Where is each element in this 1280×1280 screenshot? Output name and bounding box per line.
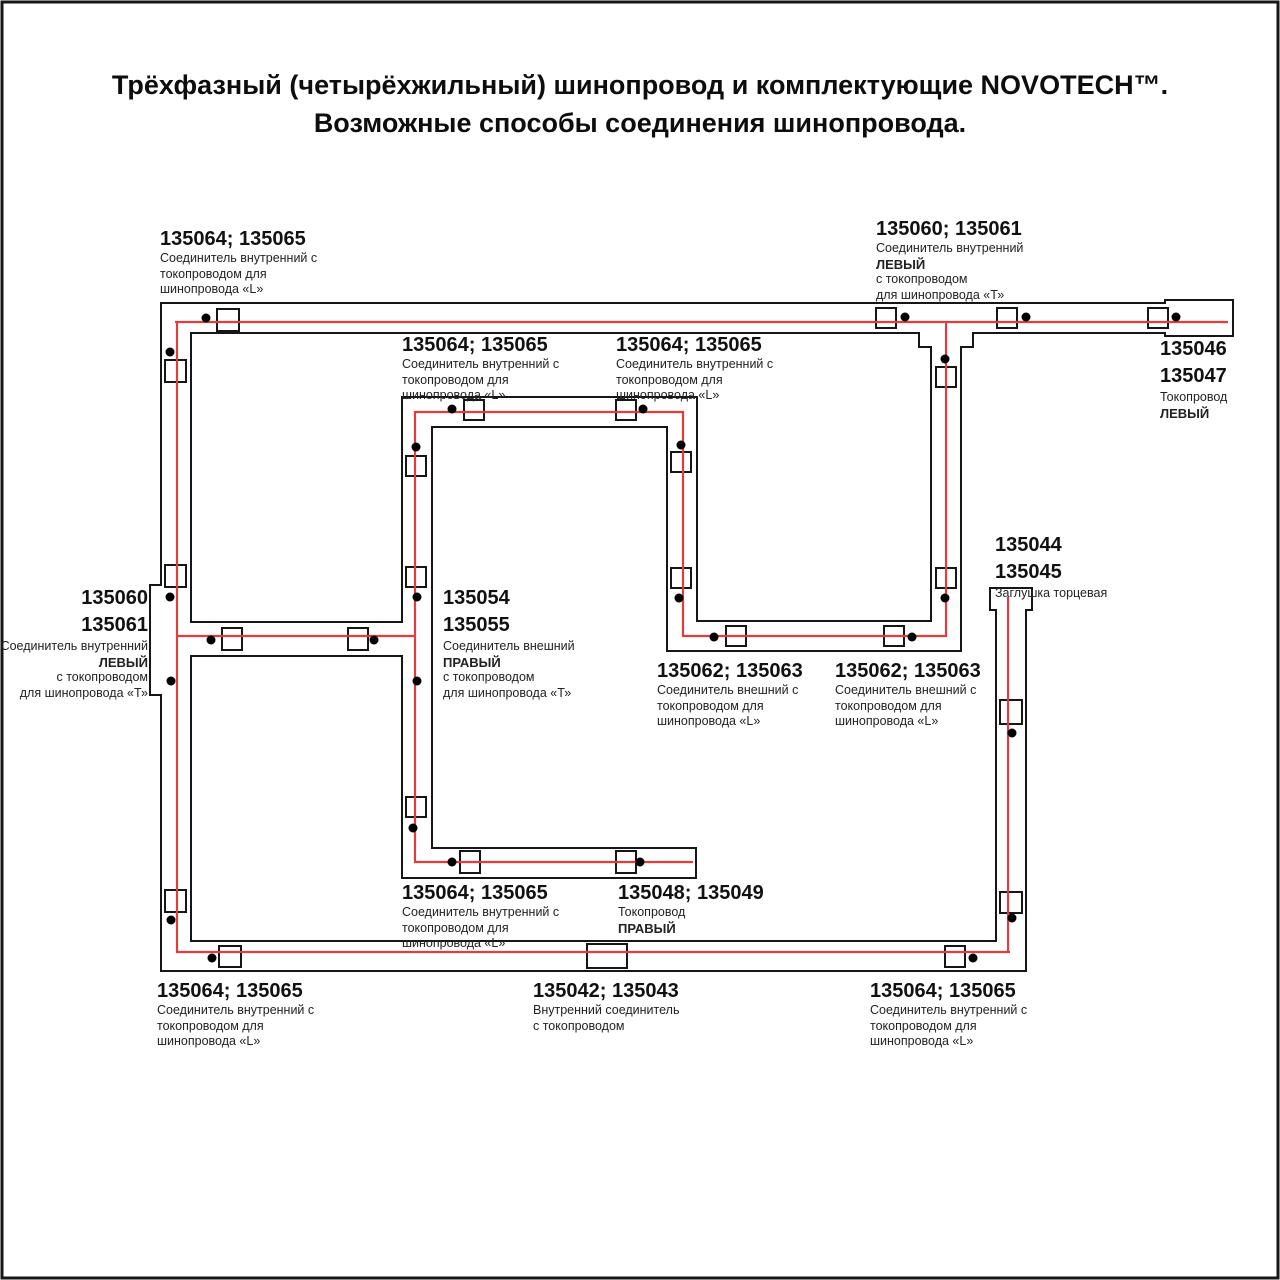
label-inner-connector-top-left bbox=[160, 228, 317, 298]
part-desc-line: с токопроводом bbox=[533, 1018, 625, 1033]
part-desc-line: Токопровод bbox=[1160, 390, 1228, 404]
part-desc-line: Соединитель внутренний с bbox=[870, 1003, 1028, 1017]
label-t-connector-left-top bbox=[876, 218, 1023, 303]
part-desc-line: для шинопровода «Т» bbox=[876, 287, 1005, 302]
part-desc-line: ЛЕВЫЙ bbox=[876, 256, 926, 272]
part-code: 135064; 135065 bbox=[157, 980, 303, 1002]
label-internal-coupler-bottom bbox=[533, 980, 679, 1034]
part-desc-line: Соединитель внешний с bbox=[835, 683, 977, 697]
part-desc-line: Соединитель внешний bbox=[443, 639, 575, 653]
part-code: 135054 bbox=[443, 587, 510, 609]
part-desc-line: ЛЕВЫЙ bbox=[1160, 405, 1210, 421]
part-desc-line: шинопровода «L» bbox=[870, 1034, 974, 1048]
part-desc-line: шинопровода «L» bbox=[835, 714, 939, 728]
part-code: 135046 bbox=[1160, 338, 1227, 360]
part-code: 135064; 135065 bbox=[616, 334, 762, 356]
part-desc-line: токопроводом для bbox=[835, 698, 942, 713]
part-code: 135061 bbox=[81, 614, 148, 636]
part-code: 135064; 135065 bbox=[870, 980, 1016, 1002]
part-desc-line: токопроводом для bbox=[616, 372, 723, 387]
part-desc-line: Соединитель внутренний bbox=[876, 241, 1024, 255]
part-desc-line: токопроводом для bbox=[870, 1018, 977, 1033]
part-desc-line: Соединитель внутренний с bbox=[160, 251, 318, 265]
part-code: 135045 bbox=[995, 561, 1062, 583]
part-desc-line: токопроводом для bbox=[402, 372, 509, 387]
label-outer-connector-right bbox=[835, 660, 981, 730]
label-inner-connector-mid-right bbox=[616, 334, 773, 404]
part-desc-line: для шинопровода «Т» bbox=[19, 685, 148, 700]
page-title-line1: Трёхфазный (четырёхжильный) шинопровод и комплектующие NOVOTECH™. bbox=[111, 70, 1169, 100]
part-desc-line: ПРАВЫЙ bbox=[618, 920, 676, 936]
part-code: 135060 bbox=[81, 587, 148, 609]
part-desc-line: Соединитель внутренний с bbox=[616, 357, 774, 371]
label-inner-connector-bottom-left bbox=[157, 980, 314, 1050]
part-desc-line: токопроводом для bbox=[157, 1018, 264, 1033]
part-desc-line: шинопровода «L» bbox=[616, 388, 720, 402]
part-desc-line: с токопроводом bbox=[443, 670, 535, 684]
part-desc-line: с токопроводом bbox=[876, 272, 968, 286]
conductor-wires bbox=[175, 321, 1228, 952]
part-desc-line: для шинопровода «Т» bbox=[443, 685, 572, 700]
label-power-feed-left bbox=[1160, 336, 1227, 421]
part-desc-line: токопроводом для bbox=[160, 266, 267, 281]
part-desc-line: Соединитель внутренний bbox=[0, 639, 148, 653]
part-desc-line: с токопроводом bbox=[56, 670, 148, 684]
part-desc-line: шинопровода «L» bbox=[157, 1034, 261, 1048]
label-inner-connector-mid-left bbox=[402, 334, 559, 404]
part-desc-line: шинопровода «L» bbox=[657, 714, 761, 728]
label-inner-connector-bottom-mid bbox=[402, 882, 559, 952]
part-code: 135060; 135061 bbox=[876, 218, 1022, 240]
page-title-line2: Возможные способы соединения шинопровода. bbox=[313, 108, 967, 138]
part-desc-line: шинопровода «L» bbox=[402, 936, 506, 950]
part-desc-line: токопроводом для bbox=[657, 698, 764, 713]
part-code: 135044 bbox=[995, 534, 1062, 556]
part-desc-line: Соединитель внутренний с bbox=[402, 905, 560, 919]
part-code: 135055 bbox=[443, 614, 510, 636]
part-code: 135064; 135065 bbox=[402, 882, 548, 904]
part-desc-line: ЛЕВЫЙ bbox=[98, 654, 148, 670]
part-code: 135047 bbox=[1160, 365, 1227, 387]
part-desc-line: Соединитель внутренний с bbox=[157, 1003, 315, 1017]
part-desc-line: токопроводом для bbox=[402, 920, 509, 935]
part-desc-line: ПРАВЫЙ bbox=[443, 654, 501, 670]
label-outer-connector-left bbox=[657, 660, 803, 730]
part-code: 135064; 135065 bbox=[160, 228, 306, 250]
part-desc-line: Соединитель внешний с bbox=[657, 683, 799, 697]
part-desc-line: шинопровода «L» bbox=[402, 388, 506, 402]
page-title bbox=[0, 66, 1280, 142]
part-desc-line: Соединитель внутренний с bbox=[402, 357, 560, 371]
part-desc-line: Токопровод bbox=[618, 905, 686, 919]
label-t-connector-left-side bbox=[1, 585, 148, 701]
part-code: 135064; 135065 bbox=[402, 334, 548, 356]
part-desc-line: Внутренний соединитель bbox=[533, 1003, 680, 1017]
part-desc-line: шинопровода «L» bbox=[160, 282, 264, 296]
label-t-connector-outer-right bbox=[443, 585, 575, 701]
part-desc-line: Заглушка торцевая bbox=[995, 586, 1108, 600]
part-code: 135062; 135063 bbox=[835, 660, 981, 682]
label-power-feed-right bbox=[618, 882, 764, 936]
label-end-cap bbox=[995, 532, 1107, 602]
part-code: 135062; 135063 bbox=[657, 660, 803, 682]
label-inner-connector-bottom-right bbox=[870, 980, 1027, 1050]
part-code: 135048; 135049 bbox=[618, 882, 764, 904]
part-code: 135042; 135043 bbox=[533, 980, 679, 1002]
